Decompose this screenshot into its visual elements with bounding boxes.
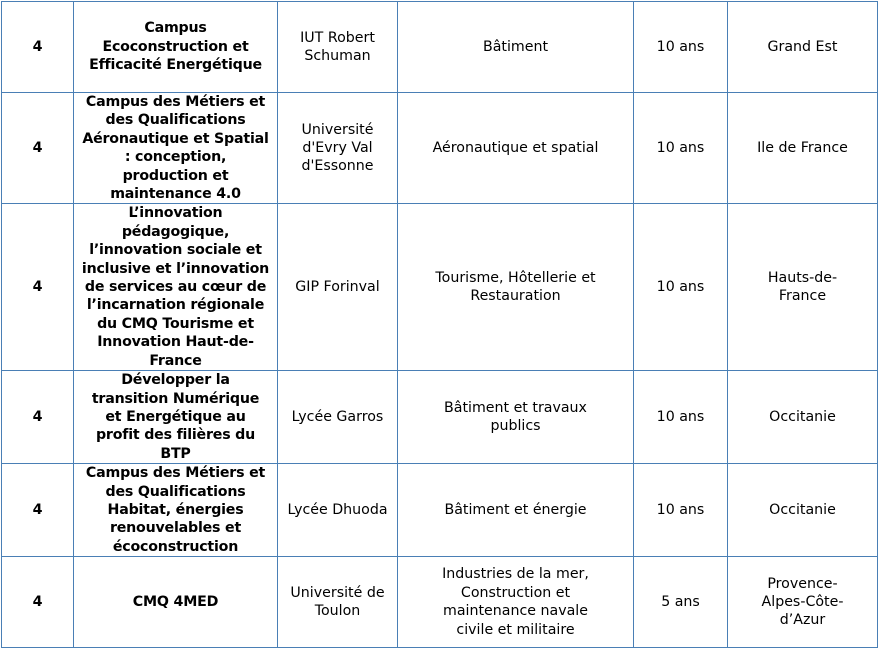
sector-cell: Aéronautique et spatial [398,93,634,204]
institution-cell: Université de Toulon [278,557,398,648]
institution-cell: Lycée Dhuoda [278,464,398,557]
rank-cell: 4 [2,371,74,464]
rank-cell: 4 [2,464,74,557]
campus-table [1,1,878,648]
region-cell: Occitanie [728,464,878,557]
duration-cell: 10 ans [634,2,728,93]
table-row [2,93,878,204]
title-cell: Développer la transition Numérique et Energétique au profit des filières du BTP [74,371,278,464]
duration-cell: 5 ans [634,557,728,648]
institution-cell: Lycée Garros [278,371,398,464]
title-cell: Campus Ecoconstruction et Efficacité Energétique [74,2,278,93]
institution-cell: Université d'Evry Val d'Essonne [278,93,398,204]
sector-cell: Industries de la mer, Construction et maintenance navale civile et militaire [398,557,634,648]
table-row [2,371,878,464]
rank-cell: 4 [2,2,74,93]
rank-cell: 4 [2,557,74,648]
duration-cell: 10 ans [634,93,728,204]
table-row [2,557,878,648]
sector-cell: Bâtiment [398,2,634,93]
duration-cell: 10 ans [634,204,728,371]
title-cell: Campus des Métiers et des Qualifications Aéronautique et Spatial : conception, production et maintenance 4.0 [74,93,278,204]
table-row [2,2,878,93]
sector-cell: Bâtiment et énergie [398,464,634,557]
region-cell: Occitanie [728,371,878,464]
institution-cell: GIP Forinval [278,204,398,371]
table-row [2,464,878,557]
title-cell: CMQ 4MED [74,557,278,648]
region-cell: Grand Est [728,2,878,93]
title-cell: L’innovation pédagogique, l’innovation sociale et inclusive et l’innovation de services au cœur de l’incarnation régionale du CMQ Tourisme et Innovation Haut-de-France [74,204,278,371]
sector-cell: Bâtiment et travaux publics [398,371,634,464]
rank-cell: 4 [2,204,74,371]
duration-cell: 10 ans [634,371,728,464]
table-row [2,204,878,371]
title-cell: Campus des Métiers et des Qualifications Habitat, énergies renouvelables et écoconstruction [74,464,278,557]
institution-cell: IUT Robert Schuman [278,2,398,93]
sector-cell: Tourisme, Hôtellerie et Restauration [398,204,634,371]
duration-cell: 10 ans [634,464,728,557]
region-cell: Provence-Alpes-Côte-d’Azur [728,557,878,648]
region-cell: Hauts-de-France [728,204,878,371]
rank-cell: 4 [2,93,74,204]
region-cell: Ile de France [728,93,878,204]
